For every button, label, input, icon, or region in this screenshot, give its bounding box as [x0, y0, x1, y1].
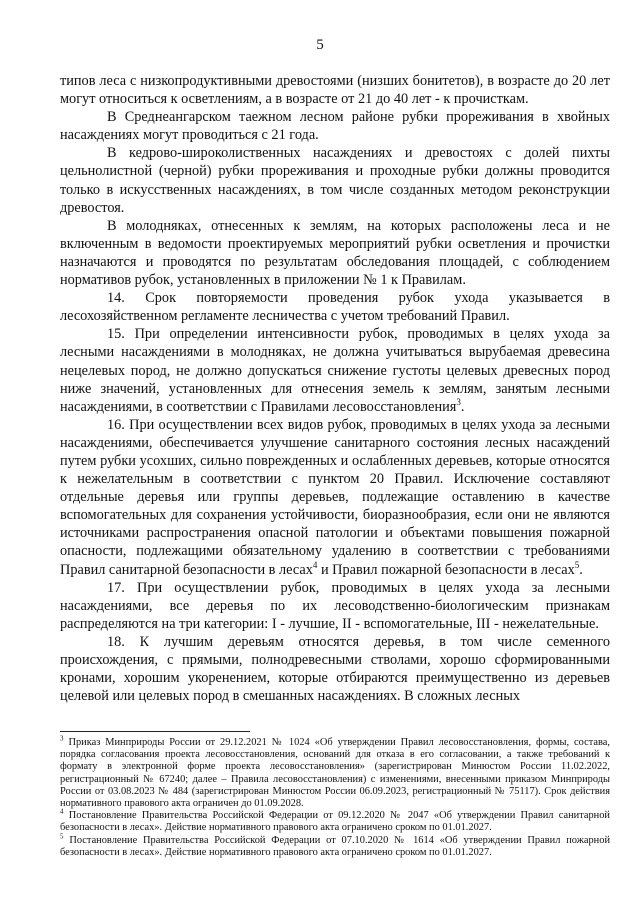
period: . — [460, 398, 465, 415]
footnotes — [60, 734, 611, 859]
footnote-mark-4: 4 — [60, 807, 64, 816]
paragraph-sredneangarsky: В Среднеангарском таежном лесном районе рубки прореживания в хвойных насаждениях могут проводиться с 21 года. — [60, 109, 610, 144]
paragraph-18: 18. К лучшим деревьям относятся деревья, в том числе семенного происхождения, с прямыми, полнодревесными стволами, хорошо сформированными кронами, хорошим укоренением, которые отбираются преимущественно из деревьев целевой или целевых пород в смешанных насаждениях. В сложных лесных — [60, 633, 610, 705]
footnote-ref-5: 5 — [574, 559, 580, 570]
paragraph-16-text: 16. При осуществлении всех видов рубок, проводимых в целях ухода за лесными насаждениями, обеспечивается улучшение санитарного состояния лесных насаждений путем рубки усохших, сильно поврежденных и ослабленных деревьев, которые относятся к нежелательным в соответствии с пунктом 20 Правил. Исключение составляют отдельные деревья или группы деревьев, подлежащие оставлению в качестве вспомогательных для сохранения устойчивости, биоразнообразия, если они не являются источниками распространения опасной патологии и объектами повышения пожарной опасности, подлежащими обязательному удалению в соответствии с требованиями Правил санитарной безопасности в лесах — [60, 416, 610, 578]
footnote-ref-4: 4 — [312, 559, 318, 570]
period: . — [579, 561, 583, 578]
paragraph-continuation: типов леса с низкопродуктивными древостоями (низших бонитетов), в возрасте до 20 лет могут относиться к осветлениям, а в возрасте от 21 до 40 лет - к прочисткам. — [60, 73, 610, 108]
paragraph-14: 14. Срок повторяемости проведения рубок ухода указывается в лесохозяйственном регламенте лесничества с учетом требований Правил. — [60, 290, 610, 325]
footnote-mark-3: 3 — [60, 734, 64, 743]
paragraph-17: 17. При осуществлении рубок, проводимых в целях ухода за лесными насаждениями, все деревья по их лесоводственно-биологическим признакам распределяются на три категории: I - лучшие, II - вспомогательные, III - нежелательные. — [60, 579, 610, 632]
footnote-mark-5: 5 — [60, 832, 64, 841]
footnote-5-text: Постановление Правительства Российской Федерации от 07.10.2020 № 1614 «Об утверждении Правил пожарной безопасности в лесах». Действие нормативного правового акта ограничено сроком по 01.01.2027. — [60, 834, 611, 858]
footnote-4-text: Постановление Правительства Российской Федерации от 09.12.2020 № 2047 «Об утверждении Правил санитарной безопасности в лесах». Действие нормативного правового акта ограничено сроком по 01.01.2027. — [60, 810, 610, 834]
footnote-4 — [60, 807, 610, 834]
footnote-3-text: Приказ Минприроды России от 29.12.2021 № 1024 «Об утверждении Правил лесовосстановления, формы, состава, порядка согласования проекта лесовосстановления, оснований для отказа в его согласовании, а также требований к формату в электронной форме проекта лесовосстановления» (зарегистрирован Минюстом России 11.02.2022, регистрационный № 67240; далее – Правила лесовосстановления) с изменениями, внесенными приказом Минприроды России от 03.08.2023 № 484 (зарегистрирован Минюстом России 06.09.2023, регистрационный № 75117). Срок действия нормативного правового акта ограничен до 01.09.2028. — [60, 737, 610, 810]
body-text — [60, 72, 610, 705]
footnote-separator — [60, 731, 250, 732]
paragraph-16-tail: и Правил пожарной безопасности в лесах — [320, 561, 575, 578]
paragraph-molodnyaki: В молодняках, отнесенных к землям, на которых расположены леса и не включенным в ведомости проектируемых мероприятий рубки осветления и прочистки назначаются и проводятся по результатам обследования площадей, с соблюдением нормативов рубок, установленных в приложении № 1 к Правилам. — [60, 217, 610, 289]
paragraph-15-text: 15. При определении интенсивности рубок, проводимых в целях ухода за лесными насаждениями в молодняках, не должна учитываться вырубаемая древесина нецелевых пород, не должно допускаться снижение густоты целевых древесных пород ниже значений, установленных для отнесения земель к землям, занятым лесными насаждениями, в соответствии с Правилами лесовосстановления — [60, 326, 610, 415]
footnote-5 — [60, 832, 611, 859]
paragraph-kedrovo: В кедрово-широколиственных насаждениях и древостоях с долей пихты цельнолистной (черной) рубки прореживания и проходные рубки должны проводится только в искусственных насаждениях, в том числе созданных методом реконструкции древостоя. — [60, 145, 610, 216]
paragraph-15 — [60, 325, 610, 415]
page-number: 5 — [316, 37, 324, 53]
footnote-ref-3: 3 — [456, 396, 461, 407]
paragraph-16 — [60, 416, 610, 579]
footnote-3 — [60, 734, 610, 810]
